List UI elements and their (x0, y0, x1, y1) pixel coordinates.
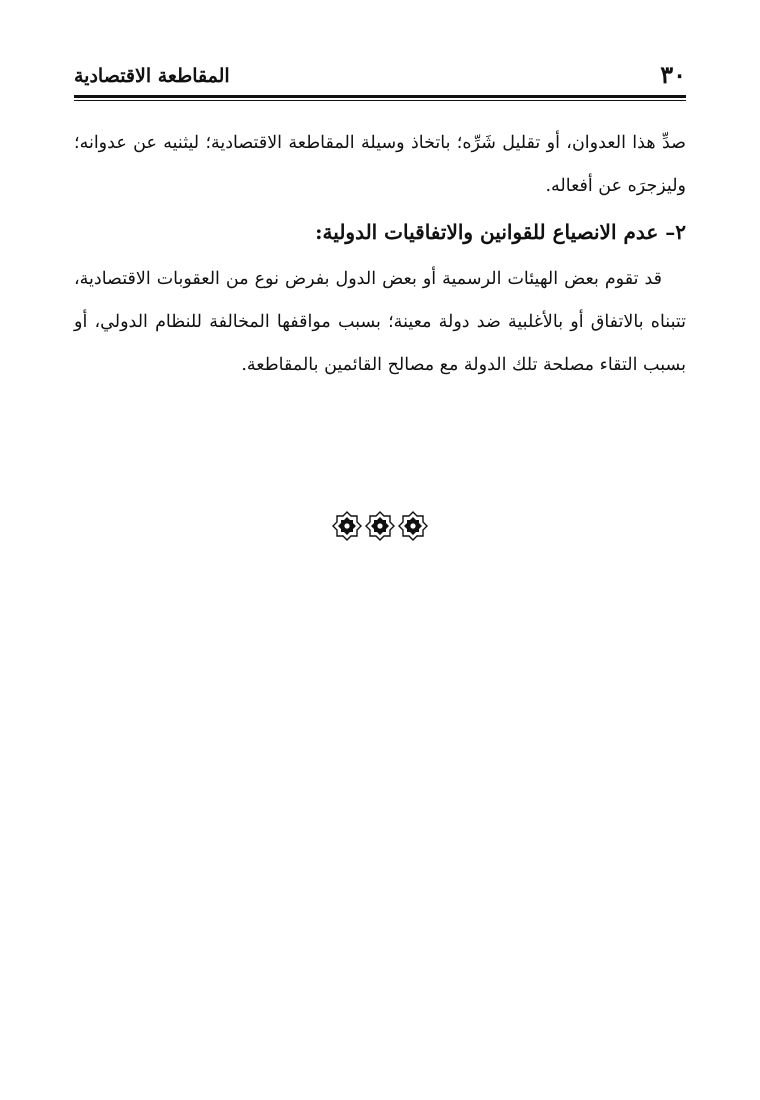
running-header (74, 58, 686, 92)
ornament-star-icon (399, 512, 427, 540)
ornament-star-icon (333, 512, 361, 540)
page-number: ٣٠ (660, 60, 686, 89)
section-end-ornament-icon (330, 510, 430, 542)
ornament-star-icon (366, 512, 394, 540)
running-title: المقاطعة الاقتصادية (74, 65, 230, 87)
header-rule-thin (74, 100, 686, 101)
header-rule-thick (74, 95, 686, 98)
paragraph-1: صدِّ هذا العدوان، أو تقليل شَرِّه؛ باتخاذ وسيلة المقاطعة الاقتصادية؛ ليثنيه عن عدوانه؛ وليزجرَه عن أفعاله. (74, 133, 686, 196)
section-heading: ٢– عدم الانصياع للقوانين والاتفاقيات الدولية: (315, 220, 686, 244)
paragraph-2: قد تقوم بعض الهيئات الرسمية أو بعض الدول بفرض نوع من العقوبات الاقتصادية، تتبناه بالاتفاق أو بالأغلبية ضد دولة معينة؛ بسبب مواقفها المخالفة للنظام الدولي، أو بسبب التقاء مصلحة تلك الدولة مع مصالح القائمين بالمقاطعة. (74, 269, 686, 375)
